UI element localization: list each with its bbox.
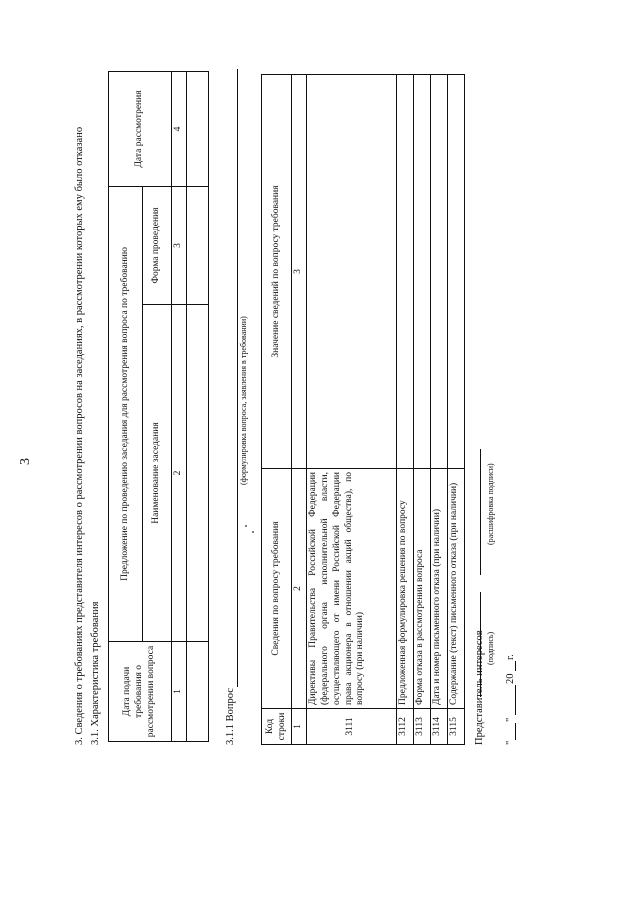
decode-caption: (расшифровка подписи) <box>486 463 495 545</box>
col-number-3: 3 <box>172 186 187 304</box>
table-row <box>430 75 447 745</box>
col-proposal-header: Предложение по проведению заседания для рассмотрения вопроса по требованию <box>109 186 143 641</box>
requirement-table <box>108 71 209 742</box>
table-row <box>306 75 396 745</box>
row-text: Форма отказа в рассмотрении вопроса <box>413 469 430 709</box>
page-number: 3 <box>18 458 33 465</box>
table-row <box>447 75 464 745</box>
cell-empty <box>186 305 208 642</box>
scan-speck <box>245 525 247 527</box>
subsection-3-1-1-title: 3.1.1 Вопрос <box>225 688 236 745</box>
row-code: 3115 <box>447 709 464 745</box>
section-3-title: 3. Сведения о требованиях представителя интересов о рассмотрении вопросов на заседаниях, в рассмотрении которых ему было отказано <box>74 126 85 745</box>
row-code: 3111 <box>306 709 396 745</box>
col-number-1: 1 <box>172 642 187 742</box>
row-value <box>396 75 413 469</box>
col-meeting-name-header: Наименование заседания <box>143 305 172 642</box>
row-code: 3112 <box>396 709 413 745</box>
row-value <box>413 75 430 469</box>
col-date-submit-header: Дата подачи требования о рассмотрении вопроса <box>109 642 172 742</box>
year-line <box>515 661 516 671</box>
cell-empty <box>186 642 208 742</box>
day-line <box>515 723 516 740</box>
table-row <box>413 75 430 745</box>
col-number-4: 4 <box>172 71 187 186</box>
signature-line <box>480 592 481 697</box>
col-info-header: Сведения по вопросу требования <box>262 469 292 709</box>
col-number-3: 3 <box>292 75 307 469</box>
col-review-date-header: Дата рассмотрения <box>109 71 172 186</box>
signature-caption: (подпись) <box>486 631 495 665</box>
col-code-header: Код строки <box>262 709 292 745</box>
question-line <box>237 69 238 687</box>
col-form-header: Форма проведения <box>143 186 172 304</box>
row-text: Дата и номер письменного отказа (при наличии) <box>430 469 447 709</box>
question-details-table <box>261 74 465 745</box>
col-number-1: 1 <box>292 709 307 745</box>
year-prefix: 20 <box>505 673 516 684</box>
col-number-2: 2 <box>292 469 307 709</box>
col-number-2: 2 <box>172 305 187 642</box>
decode-line <box>480 449 481 575</box>
row-text: Предложенная формулировка решения по вопросу <box>396 469 413 709</box>
cell-empty <box>186 186 208 304</box>
row-text: Директивы Правительства Российской Федерации (федерального органа исполнительной власти, осуществляющего от имени Российской Федерации права акционера в отношении акций общества), по вопросу (при наличии) <box>306 469 396 709</box>
question-caption: (формулировка вопроса, заявления в требовании) <box>239 316 248 485</box>
subsection-3-1-title: 3.1. Характеристика требования <box>90 601 101 745</box>
representative-label: Представитель интересов <box>474 630 485 745</box>
date-quote-close: " <box>505 717 516 722</box>
row-code: 3113 <box>413 709 430 745</box>
row-value <box>447 75 464 469</box>
col-value-header: Значение сведений по вопросу требования <box>262 75 292 469</box>
row-code: 3114 <box>430 709 447 745</box>
row-text: Содержание (текст) письменного отказа (при наличии) <box>447 469 464 709</box>
year-suffix: г. <box>505 654 516 660</box>
row-value <box>430 75 447 469</box>
row-value <box>306 75 396 469</box>
month-line <box>515 685 516 715</box>
table-row <box>396 75 413 745</box>
cell-empty <box>186 71 208 186</box>
scan-speck <box>252 531 254 533</box>
date-quote-open: " <box>505 740 516 745</box>
